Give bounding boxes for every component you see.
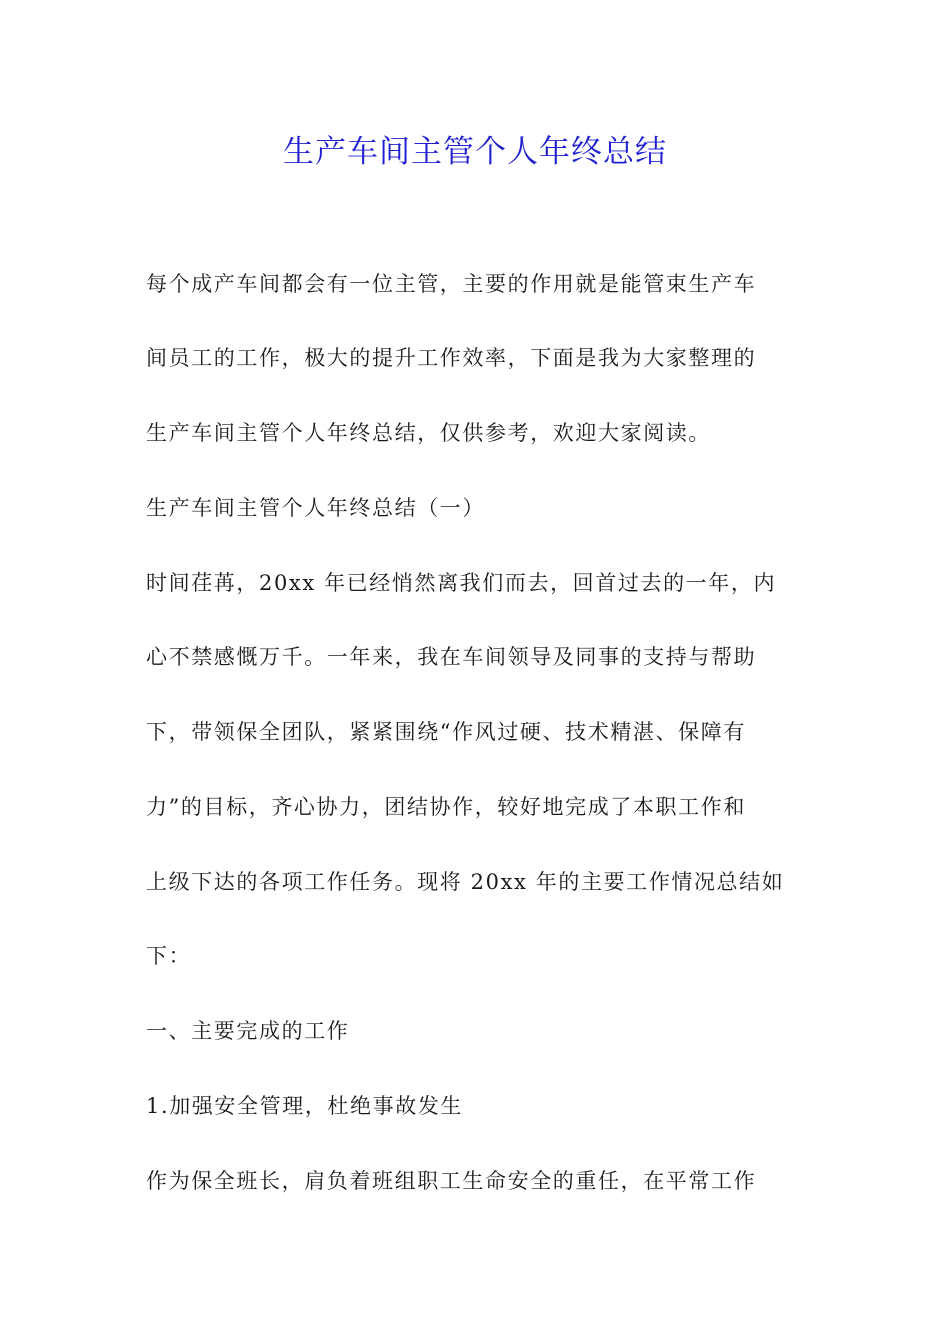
paragraph-line-13: 作为保全班长，肩负着班组职工生命安全的重任，在平常工作 xyxy=(146,1169,757,1193)
paragraph-line-10: 下： xyxy=(146,944,192,968)
section-heading-summary-one: 生产车间主管个人年终总结（一） xyxy=(146,496,485,520)
paragraph-line-7: 下，带领保全团队，紧紧围绕“作风过硬、技术精湛、保障有 xyxy=(146,720,746,744)
section-heading-main-work: 一、主要完成的工作 xyxy=(146,1019,350,1043)
subsection-heading-safety: 1.加强安全管理，杜绝事故发生 xyxy=(146,1094,464,1118)
paragraph-line-6: 心不禁感慨万千。一年来，我在车间领导及同事的支持与帮助 xyxy=(146,645,757,669)
paragraph-line-8: 力”的目标，齐心协力，团结协作，较好地完成了本职工作和 xyxy=(146,795,746,819)
paragraph-line-9: 上级下达的各项工作任务。现将 20xx 年的主要工作情况总结如 xyxy=(146,870,785,894)
paragraph-line-5: 时间荏苒，20xx 年已经悄然离我们而去，回首过去的一年，内 xyxy=(146,571,777,595)
paragraph-line-1: 每个成产车间都会有一位主管，主要的作用就是能管束生产车 xyxy=(146,272,757,296)
paragraph-line-3: 生产车间主管个人年终总结，仅供参考，欢迎大家阅读。 xyxy=(146,421,711,445)
document-title: 生产车间主管个人年终总结 xyxy=(283,134,667,170)
paragraph-line-2: 间员工的工作，极大的提升工作效率，下面是我为大家整理的 xyxy=(146,346,757,370)
